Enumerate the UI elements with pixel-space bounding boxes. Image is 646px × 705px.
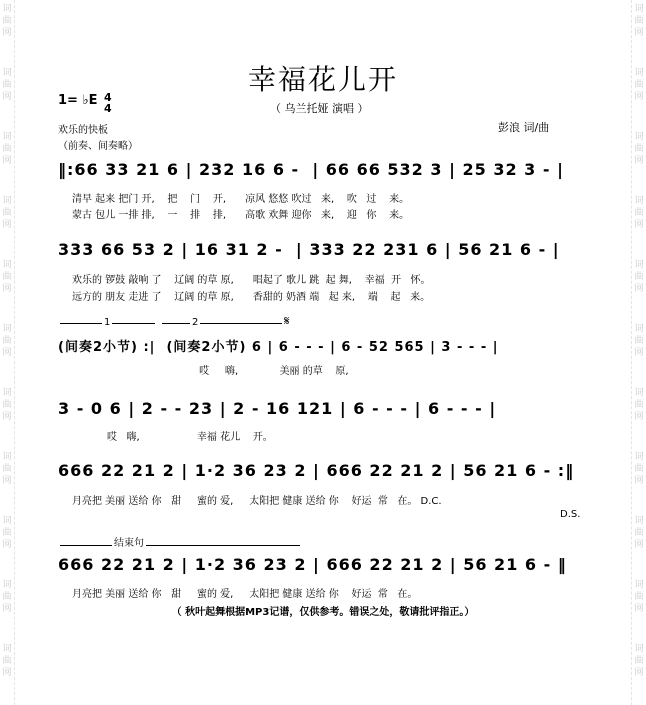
- watermark-glyph: 网: [634, 668, 644, 678]
- watermark-glyph: 曲: [2, 80, 12, 90]
- notation-line: 333 66 53 2 | 16 31 2 - | 333 22 231 6 | 56 21 6 - |: [58, 240, 560, 259]
- watermark-glyph: 网: [2, 348, 12, 358]
- watermark-glyph: 曲: [634, 592, 644, 602]
- watermark-glyph: 网: [634, 348, 644, 358]
- watermark-glyph: 曲: [2, 528, 12, 538]
- watermark-glyph: 曲: [2, 336, 12, 346]
- lyric-line: 欢乐的 锣鼓 敲响 了 辽阔 的草 原, 唱起了 歌儿 跳 起 舞, 幸福 开 怀。: [72, 275, 431, 286]
- watermark-glyph: 曲: [634, 16, 644, 26]
- watermark-glyph: 词: [2, 260, 12, 270]
- watermark-glyph: 网: [634, 92, 644, 102]
- watermark-glyph: 网: [2, 476, 12, 486]
- watermark-glyph: 词: [634, 580, 644, 590]
- watermark-glyph: 词: [2, 452, 12, 462]
- watermark-glyph: 词: [2, 388, 12, 398]
- watermark-glyph: 曲: [634, 80, 644, 90]
- lyric-line: 远方的 朋友 走进 了 辽阔 的草 原, 香甜的 奶酒 端 起 来, 端 起 来。: [72, 292, 431, 303]
- watermark-glyph: 词: [2, 644, 12, 654]
- watermark-glyph: 网: [634, 412, 644, 422]
- watermark-glyph: 曲: [2, 272, 12, 282]
- watermark-glyph: 网: [2, 412, 12, 422]
- watermark-glyph: 网: [634, 540, 644, 550]
- watermark-glyph: 网: [2, 28, 12, 38]
- time-signature-bottom: 4: [104, 102, 112, 115]
- watermark-glyph: 词: [634, 388, 644, 398]
- notation-line: 3 - 0 6 | 2 - - 23 | 2 - 16 121 | 6 - - - | 6 - - - |: [58, 399, 497, 418]
- watermark-glyph: 网: [2, 156, 12, 166]
- watermark-glyph: 曲: [634, 528, 644, 538]
- footer-note: （ 秋叶起舞根据MP3记谱，仅供参考。错误之处，敬请批评指正。）: [171, 607, 475, 618]
- watermark-glyph: 曲: [634, 272, 644, 282]
- watermark-glyph: 词: [634, 196, 644, 206]
- watermark-glyph: 网: [2, 604, 12, 614]
- notation-line: (间奏2小节) :| (间奏2小节) 6 | 6 - - - | 6 - 52 565 | 3 - - - |: [58, 340, 499, 355]
- watermark-glyph: 词: [634, 68, 644, 78]
- watermark-glyph: 曲: [2, 144, 12, 154]
- watermark-glyph: 网: [634, 284, 644, 294]
- watermark-glyph: 词: [634, 260, 644, 270]
- ending-label: 结束句: [112, 534, 146, 549]
- right-watermark-strip: [631, 0, 646, 705]
- notation-line: 666 22 21 2 | 1·2 36 23 2 | 666 22 21 2 | 56 21 6 - :‖: [58, 461, 575, 480]
- watermark-glyph: 曲: [2, 208, 12, 218]
- watermark-glyph: 词: [2, 132, 12, 142]
- intro-note: （前奏、间奏略）: [58, 141, 138, 152]
- notation-line: ‖:66 33 21 6 | 232 16 6 - | 66 66 532 3 | 25 32 3 - |: [58, 160, 564, 179]
- ds-mark: D.S.: [560, 509, 581, 520]
- watermark-glyph: 曲: [2, 592, 12, 602]
- watermark-glyph: 网: [2, 220, 12, 230]
- watermark-glyph: 词: [634, 4, 644, 14]
- watermark-glyph: 词: [2, 324, 12, 334]
- watermark-glyph: 词: [634, 132, 644, 142]
- time-signature: [104, 92, 112, 114]
- watermark-glyph: 网: [2, 92, 12, 102]
- left-watermark-strip: [0, 0, 15, 705]
- author-credit: 彭浪 词/曲: [498, 121, 550, 134]
- notation-line: 666 22 21 2 | 1·2 36 23 2 | 666 22 21 2 | 56 21 6 - ‖: [58, 555, 567, 574]
- volta-number-2: 2: [192, 317, 199, 328]
- watermark-glyph: 词: [2, 68, 12, 78]
- watermark-glyph: 词: [634, 516, 644, 526]
- lyric-line: 哎 嗨, 幸福 花儿 开。: [72, 432, 273, 443]
- singer-credit: （ 乌兰托娅 演唱 ）: [270, 102, 369, 115]
- watermark-glyph: 词: [634, 452, 644, 462]
- lyric-line: 哎 嗨, 美丽 的草 原,: [72, 366, 349, 377]
- watermark-glyph: 词: [2, 196, 12, 206]
- watermark-glyph: 曲: [634, 464, 644, 474]
- lyric-line: 蒙古 包儿 一排 排, 一 排 排, 高歌 欢舞 迎你 来, 迎 你 来。: [72, 210, 410, 221]
- watermark-glyph: 网: [2, 668, 12, 678]
- watermark-glyph: 曲: [2, 656, 12, 666]
- lyric-line: 月亮把 美丽 送给 你 甜 蜜的 爱, 太阳把 健康 送给 你 好运 常 在。 D.C.: [72, 496, 442, 507]
- watermark-glyph: 曲: [634, 400, 644, 410]
- watermark-glyph: 网: [2, 284, 12, 294]
- watermark-glyph: 网: [634, 476, 644, 486]
- watermark-glyph: 曲: [634, 144, 644, 154]
- watermark-glyph: 曲: [634, 336, 644, 346]
- watermark-glyph: 词: [2, 516, 12, 526]
- tempo-marking: 欢乐的快板: [58, 125, 108, 136]
- time-signature-top: 4: [104, 91, 112, 104]
- watermark-glyph: 网: [634, 220, 644, 230]
- watermark-glyph: 曲: [634, 208, 644, 218]
- key-signature: 1= ♭E: [58, 93, 98, 108]
- watermark-glyph: 词: [2, 4, 12, 14]
- watermark-glyph: 词: [634, 644, 644, 654]
- watermark-glyph: 曲: [2, 464, 12, 474]
- watermark-glyph: 曲: [634, 656, 644, 666]
- ending-bracket: [60, 545, 300, 546]
- watermark-glyph: 曲: [2, 16, 12, 26]
- song-title: 幸福花儿开: [247, 63, 398, 96]
- watermark-glyph: 网: [634, 28, 644, 38]
- watermark-glyph: 网: [2, 540, 12, 550]
- segno-mark: 𝄋: [284, 314, 290, 329]
- volta-bracket-2: [162, 323, 282, 324]
- watermark-glyph: 网: [634, 604, 644, 614]
- volta-number-1: 1: [104, 317, 111, 328]
- lyric-line: 月亮把 美丽 送给 你 甜 蜜的 爱, 太阳把 健康 送给 你 好运 常 在。: [72, 589, 418, 600]
- lyric-line: 清早 起来 把门 开, 把 门 开, 凉风 悠悠 吹过 来, 吹 过 来。: [72, 194, 410, 205]
- watermark-glyph: 曲: [2, 400, 12, 410]
- watermark-glyph: 网: [634, 156, 644, 166]
- watermark-glyph: 词: [2, 580, 12, 590]
- watermark-glyph: 词: [634, 324, 644, 334]
